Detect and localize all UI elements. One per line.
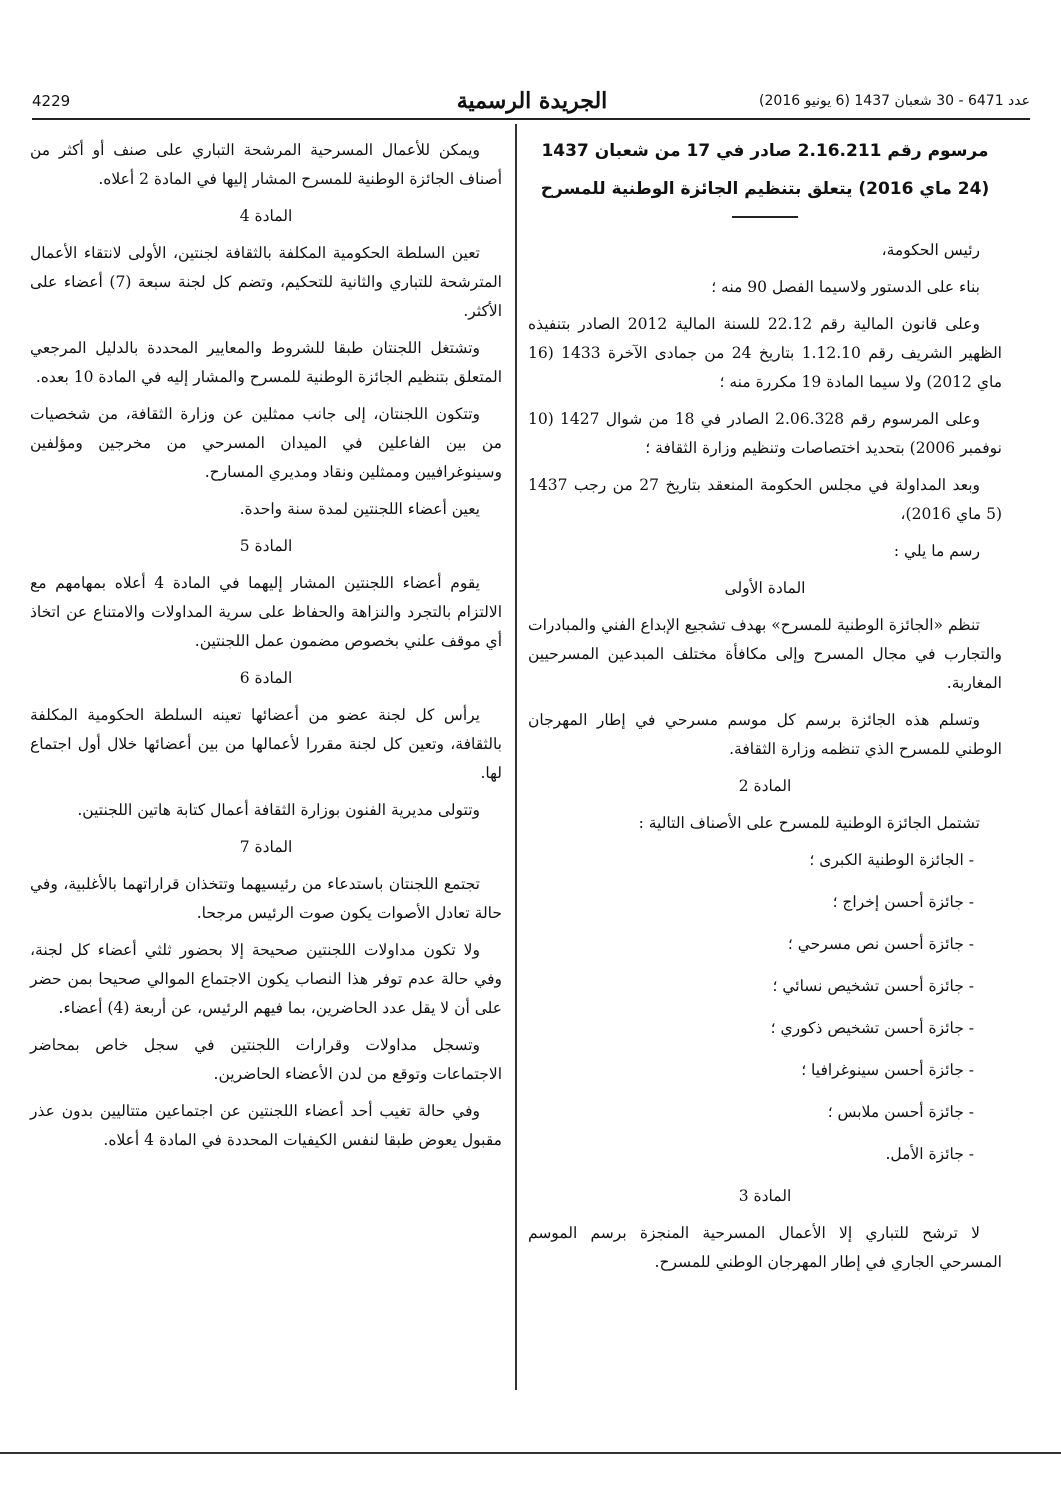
article-6-paragraph: يرأس كل لجنة عضو من أعضائها تعينه السلطة الحكومية المكلفة بالثقافة، وتعين كل لجنة مقررا لأعمالها من بين أعضائها خلال أول اجتماع لها.: [30, 706, 502, 782]
list-item: - جائزة أحسن سينوغرافيا ؛: [801, 1061, 974, 1079]
preamble-finance-law: وعلى قانون المالية رقم 22.12 للسنة المالية 2012 الصادر بتنفيذه الظهير الشريف رقم 1.12.10 بتاريخ 24 من جمادى الآخرة 1433 (16 ماي 2012) ولا سيما المادة 19 مكررة منه ؛: [528, 315, 1002, 391]
article-1-paragraph: تنظم «الجائزة الوطنية للمسرح» بهدف تشجيع الإبداع الفني والمبادرات والتجارب في مجال المسرح وإلى مكافأة مختلف المبدعين المسرحيين المغاربة.: [528, 616, 1002, 692]
decree-title-line-1: مرسوم رقم 2.16.211 صادر في 17 من شعبان 1437: [541, 141, 989, 161]
title-separator: [732, 216, 798, 218]
article-5-paragraph: يقوم أعضاء اللجنتين المشار إليهما في المادة 4 أعلاه بمهامهم مع الالتزام بالتجرد والنزاهة والحفاظ على سرية المداولات والامتناع عن اتخاذ أي موقف علني بخصوص مضمون عمل اللجنتين.: [30, 574, 502, 650]
page-number: 4229: [32, 92, 71, 110]
preamble-constitution: بناء على الدستور ولاسيما الفصل 90 منه ؛: [711, 278, 980, 296]
list-item: - جائزة أحسن نص مسرحي ؛: [787, 935, 974, 953]
preamble-council-deliberation: وبعد المداولة في مجلس الحكومة المنعقد بتاريخ 27 من رجب 1437 (5 ماي 2016)،: [528, 476, 1002, 523]
journal-title: الجريدة الرسمية: [456, 88, 608, 114]
preamble-head-of-government: رئيس الحكومة،: [881, 241, 980, 259]
page-header: [32, 88, 1030, 120]
article-3-heading: المادة 3: [738, 1187, 792, 1205]
footer-rule: [0, 1452, 1061, 1454]
article-7-paragraph: تجتمع اللجنتان باستدعاء من رئيسيهما وتتخذان قراراتهما بالأغلبية، وفي حالة تعادل الأصوات يكون صوت الرئيس مرجحا.: [30, 875, 502, 922]
decree-title-line-2: (24 ماي 2016) يتعلق بتنظيم الجائزة الوطنية للمسرح: [540, 179, 990, 199]
article-4-paragraph: تعين السلطة الحكومية المكلفة بالثقافة لجنتين، الأولى لانتقاء الأعمال المترشحة للتباري والثانية للتحكيم، وتضم كل لجنة سبعة (7) أعضاء على الأكثر.: [30, 244, 502, 320]
article-6-paragraph: وتتولى مديرية الفنون بوزارة الثقافة أعمال كتابة هاتين اللجنتين.: [77, 801, 480, 819]
preamble-decrees: رسم ما يلي :: [893, 542, 980, 560]
column-divider: [515, 124, 517, 1390]
article-3-paragraph: لا ترشح للتباري إلا الأعمال المسرحية المنجزة برسم الموسم المسرحي الجاري في إطار المهرجان الوطني للمسرح.: [528, 1224, 1002, 1271]
article-1-heading: المادة الأولى: [724, 579, 806, 597]
article-2-heading: المادة 2: [738, 777, 792, 795]
list-item: - جائزة أحسن تشخيص ذكوري ؛: [770, 1019, 974, 1037]
award-categories-list: [528, 846, 1002, 1169]
preamble-decree-ministry: وعلى المرسوم رقم 2.06.328 الصادر في 18 من شوال 1427 (10 نوفمبر 2006) بتحديد اختصاصات وتنظيم وزارة الثقافة ؛: [528, 410, 1002, 457]
list-item: - جائزة أحسن تشخيص نسائي ؛: [772, 977, 974, 995]
article-2-intro: تشتمل الجائزة الوطنية للمسرح على الأصناف التالية :: [638, 814, 980, 832]
article-7-heading: المادة 7: [239, 838, 293, 856]
article-3-continuation: ويمكن للأعمال المسرحية المرشحة التباري على صنف أو أكثر من أصناف الجائزة الوطنية للمسرح المشار إليها في المادة 2 أعلاه.: [30, 141, 502, 188]
article-1-paragraph: وتسلم هذه الجائزة برسم كل موسم مسرحي في إطار المهرجان الوطني للمسرح الذي تنظمه وزارة الثقافة.: [528, 711, 1002, 758]
article-4-heading: المادة 4: [239, 207, 293, 225]
article-7-paragraph: وتسجل مداولات وقرارات اللجنتين في سجل خاص بمحاضر الاجتماعات وتوقع من لدن الأعضاء الحاضرين.: [30, 1036, 502, 1083]
article-6-heading: المادة 6: [239, 669, 293, 687]
list-item: - جائزة الأمل.: [885, 1145, 974, 1163]
article-4-paragraph: وتتكون اللجنتان، إلى جانب ممثلين عن وزارة الثقافة، من شخصيات من بين الفاعلين في الميدان المسرحي من مخرجين ومؤلفين وسينوغرافيين وممثلين ونقاد ومديري المسارح.: [30, 405, 502, 481]
article-5-heading: المادة 5: [239, 537, 293, 555]
article-4-paragraph: وتشتغل اللجنتان طبقا للشروط والمعايير المحددة بالدليل المرجعي المتعلق بتنظيم الجائزة الوطنية للمسرح والمشار إليه في المادة 10 بعده.: [30, 339, 502, 386]
list-item: - الجائزة الوطنية الكبرى ؛: [809, 851, 974, 869]
article-7-paragraph: ولا تكون مداولات اللجنتين صحيحة إلا بحضور ثلثي أعضاء كل لجنة، وفي حالة عدم توفر هذا النصاب يكون الاجتماع الموالي صحيحا بمن حضر على أن لا يقل عدد الحاضرين، بما فيهم الرئيس، عن أربعة (4) أعضاء.: [30, 941, 502, 1017]
article-4-paragraph: يعين أعضاء اللجنتين لمدة سنة واحدة.: [239, 500, 480, 518]
article-7-paragraph: وفي حالة تغيب أحد أعضاء اللجنتين عن اجتماعين متتاليين بدون عذر مقبول يعوض طبقا لنفس الكيفيات المحددة في المادة 4 أعلاه.: [30, 1102, 502, 1149]
right-column: [528, 136, 1002, 1285]
issue-info: عدد 6471 - 30 شعبان 1437 (6 يونيو 2016): [759, 93, 1030, 109]
list-item: - جائزة أحسن إخراج ؛: [832, 893, 974, 911]
list-item: - جائزة أحسن ملابس ؛: [827, 1103, 974, 1121]
left-column: [30, 136, 502, 1163]
